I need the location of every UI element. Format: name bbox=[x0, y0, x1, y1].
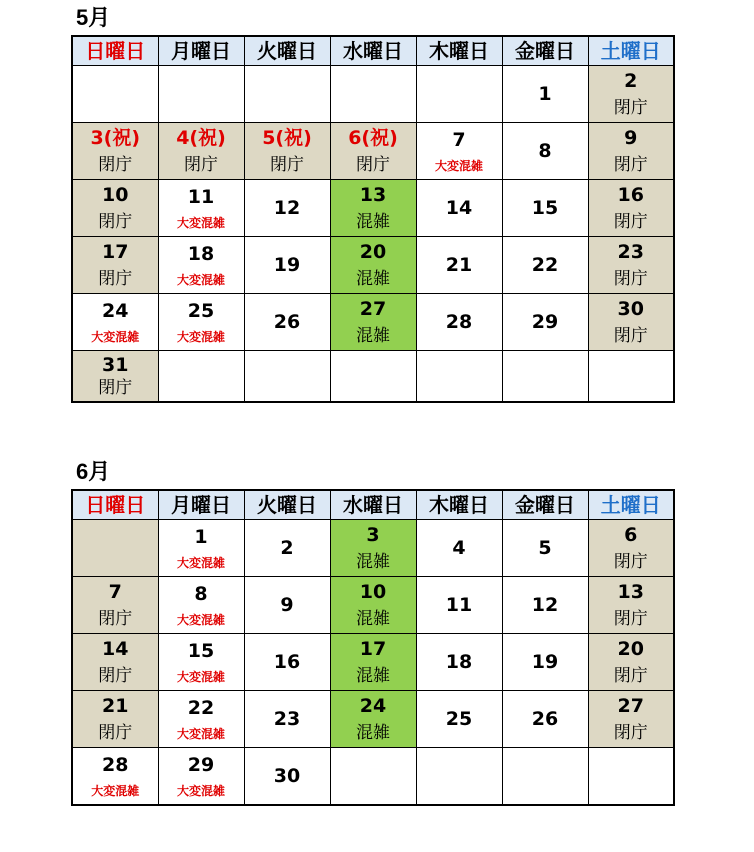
day-number: 14 bbox=[445, 197, 473, 219]
day-cell bbox=[158, 520, 244, 577]
day-cell bbox=[416, 351, 502, 403]
day-number: 29 bbox=[187, 754, 215, 776]
day-cell bbox=[588, 237, 674, 294]
day-number: 6 bbox=[624, 524, 638, 546]
day-cell bbox=[588, 351, 674, 403]
closed-label: 閉庁 bbox=[270, 155, 304, 175]
day-number: 27 bbox=[617, 695, 644, 717]
day-cell bbox=[588, 748, 674, 806]
day-cell bbox=[330, 123, 416, 180]
day-cell bbox=[72, 123, 158, 180]
day-number: 10 bbox=[359, 581, 387, 603]
day-cell bbox=[244, 351, 330, 403]
day-number: 2 bbox=[280, 537, 294, 559]
day-cell bbox=[416, 294, 502, 351]
day-number: 3 bbox=[366, 524, 380, 546]
weekday-label: 木曜日 bbox=[416, 36, 502, 66]
day-number: 18 bbox=[445, 651, 473, 673]
day-number: 3(祝) bbox=[90, 127, 141, 149]
weekday-row bbox=[72, 36, 674, 66]
crowded-label: 混雑 bbox=[356, 326, 390, 346]
day-number: 1 bbox=[194, 526, 208, 548]
weekday-label: 金曜日 bbox=[502, 36, 588, 66]
week-row bbox=[72, 351, 674, 403]
day-number: 30 bbox=[617, 298, 644, 320]
day-cell bbox=[330, 634, 416, 691]
day-number: 13 bbox=[617, 581, 644, 603]
day-cell bbox=[72, 351, 158, 403]
very-crowded-label: 大変混雑 bbox=[176, 613, 225, 627]
day-number: 16 bbox=[617, 184, 644, 206]
day-number: 21 bbox=[445, 254, 473, 276]
weekday-label: 水曜日 bbox=[330, 490, 416, 520]
day-cell bbox=[588, 577, 674, 634]
day-number: 30 bbox=[273, 765, 301, 787]
day-number: 4 bbox=[452, 537, 466, 559]
day-cell bbox=[330, 66, 416, 123]
day-number: 17 bbox=[102, 241, 129, 263]
day-number: 22 bbox=[187, 697, 215, 719]
day-number: 4(祝) bbox=[176, 127, 226, 149]
day-number: 15 bbox=[187, 640, 215, 662]
closed-label: 閉庁 bbox=[613, 609, 648, 629]
weekday-label: 土曜日 bbox=[588, 490, 674, 520]
day-cell bbox=[244, 66, 330, 123]
closed-label: 閉庁 bbox=[613, 212, 648, 232]
day-cell bbox=[244, 691, 330, 748]
day-cell bbox=[72, 634, 158, 691]
very-crowded-label: 大変混雑 bbox=[176, 727, 225, 741]
day-number: 26 bbox=[273, 311, 301, 333]
day-cell bbox=[502, 294, 588, 351]
week-row bbox=[72, 634, 674, 691]
day-number: 11 bbox=[445, 594, 473, 616]
day-number: 22 bbox=[531, 254, 559, 276]
day-number: 6(祝) bbox=[348, 127, 398, 149]
closed-label: 閉庁 bbox=[98, 378, 133, 398]
day-cell bbox=[244, 634, 330, 691]
weekday-label: 火曜日 bbox=[244, 36, 330, 66]
day-number: 29 bbox=[531, 311, 559, 333]
day-cell bbox=[330, 748, 416, 806]
day-cell bbox=[158, 634, 244, 691]
day-cell bbox=[502, 577, 588, 634]
day-cell bbox=[330, 691, 416, 748]
day-cell bbox=[72, 294, 158, 351]
day-number: 23 bbox=[617, 241, 644, 263]
day-number: 26 bbox=[531, 708, 559, 730]
day-cell bbox=[416, 634, 502, 691]
day-cell bbox=[502, 180, 588, 237]
day-cell bbox=[588, 520, 674, 577]
day-number: 8 bbox=[538, 140, 552, 162]
day-number: 12 bbox=[531, 594, 559, 616]
day-cell bbox=[72, 66, 158, 123]
closed-label: 閉庁 bbox=[613, 666, 648, 686]
closed-label: 閉庁 bbox=[184, 155, 218, 175]
day-number: 18 bbox=[187, 243, 215, 265]
crowded-label: 混雑 bbox=[356, 552, 390, 572]
day-cell bbox=[244, 577, 330, 634]
week-row bbox=[72, 123, 674, 180]
day-number: 24 bbox=[359, 695, 387, 717]
day-number: 7 bbox=[452, 129, 466, 151]
weekday-label: 金曜日 bbox=[502, 490, 588, 520]
very-crowded-label: 大変混雑 bbox=[176, 330, 225, 344]
very-crowded-label: 大変混雑 bbox=[176, 216, 225, 230]
day-cell bbox=[502, 520, 588, 577]
day-cell bbox=[158, 237, 244, 294]
day-number: 15 bbox=[531, 197, 559, 219]
closed-label: 閉庁 bbox=[98, 609, 133, 629]
crowded-label: 混雑 bbox=[356, 212, 390, 232]
day-cell bbox=[330, 577, 416, 634]
crowded-label: 混雑 bbox=[356, 609, 390, 629]
day-cell bbox=[330, 237, 416, 294]
weekday-label: 水曜日 bbox=[330, 36, 416, 66]
day-cell bbox=[588, 294, 674, 351]
day-cell bbox=[416, 748, 502, 806]
day-cell bbox=[158, 294, 244, 351]
very-crowded-label: 大変混雑 bbox=[91, 330, 140, 344]
week-row bbox=[72, 691, 674, 748]
day-cell bbox=[588, 691, 674, 748]
day-number: 13 bbox=[359, 184, 387, 206]
day-number: 21 bbox=[102, 695, 129, 717]
day-cell bbox=[72, 180, 158, 237]
week-row bbox=[72, 520, 674, 577]
weekday-label: 月曜日 bbox=[158, 36, 244, 66]
day-number: 2 bbox=[624, 70, 638, 92]
day-number: 25 bbox=[187, 300, 215, 322]
day-cell bbox=[330, 180, 416, 237]
day-cell bbox=[416, 577, 502, 634]
day-cell bbox=[158, 577, 244, 634]
day-cell bbox=[416, 66, 502, 123]
day-cell bbox=[502, 634, 588, 691]
weekday-label: 火曜日 bbox=[244, 490, 330, 520]
week-row bbox=[72, 66, 674, 123]
day-cell bbox=[416, 180, 502, 237]
day-number: 14 bbox=[102, 638, 129, 660]
day-cell bbox=[416, 520, 502, 577]
day-cell bbox=[416, 123, 502, 180]
day-cell bbox=[416, 237, 502, 294]
day-number: 9 bbox=[280, 594, 294, 616]
day-cell bbox=[588, 123, 674, 180]
day-number: 1 bbox=[538, 83, 552, 105]
day-number: 27 bbox=[359, 298, 387, 320]
day-number: 8 bbox=[194, 583, 208, 605]
day-cell bbox=[158, 351, 244, 403]
day-cell bbox=[588, 634, 674, 691]
crowded-label: 混雑 bbox=[356, 666, 390, 686]
may-calendar bbox=[71, 35, 675, 403]
day-number: 11 bbox=[187, 186, 215, 208]
day-number: 16 bbox=[273, 651, 301, 673]
day-cell bbox=[72, 237, 158, 294]
day-cell bbox=[244, 294, 330, 351]
closed-label: 閉庁 bbox=[98, 269, 133, 289]
day-cell bbox=[502, 748, 588, 806]
may-title: 5月 bbox=[76, 5, 111, 30]
day-cell bbox=[502, 691, 588, 748]
closed-label: 閉庁 bbox=[613, 98, 648, 118]
day-cell bbox=[588, 180, 674, 237]
day-number: 7 bbox=[108, 581, 122, 603]
week-row bbox=[72, 577, 674, 634]
day-cell bbox=[158, 123, 244, 180]
day-number: 12 bbox=[273, 197, 301, 219]
closed-label: 閉庁 bbox=[613, 155, 648, 175]
day-cell bbox=[588, 66, 674, 123]
day-cell bbox=[502, 66, 588, 123]
week-row bbox=[72, 180, 674, 237]
day-number: 20 bbox=[359, 241, 387, 263]
day-cell bbox=[244, 237, 330, 294]
weekday-header bbox=[72, 490, 674, 520]
closed-label: 閉庁 bbox=[98, 212, 133, 232]
day-number: 25 bbox=[445, 708, 473, 730]
weekday-header bbox=[72, 36, 674, 66]
very-crowded-label: 大変混雑 bbox=[91, 784, 140, 798]
day-cell bbox=[502, 351, 588, 403]
weekday-label: 日曜日 bbox=[72, 490, 158, 520]
week-row bbox=[72, 748, 674, 806]
week-row bbox=[72, 294, 674, 351]
day-number: 19 bbox=[531, 651, 559, 673]
day-cell bbox=[158, 748, 244, 806]
crowded-label: 混雑 bbox=[356, 723, 390, 743]
day-cell bbox=[158, 66, 244, 123]
day-number: 5 bbox=[538, 537, 552, 559]
day-cell bbox=[416, 691, 502, 748]
closed-label: 閉庁 bbox=[613, 269, 648, 289]
closed-label: 閉庁 bbox=[98, 723, 133, 743]
very-crowded-label: 大変混雑 bbox=[176, 556, 225, 570]
day-number: 20 bbox=[617, 638, 644, 660]
june-title: 6月 bbox=[76, 459, 111, 484]
day-cell bbox=[502, 237, 588, 294]
day-cell bbox=[502, 123, 588, 180]
day-number: 23 bbox=[273, 708, 301, 730]
very-crowded-label: 大変混雑 bbox=[434, 159, 483, 173]
weekday-label: 日曜日 bbox=[72, 36, 158, 66]
day-cell bbox=[244, 180, 330, 237]
day-number: 9 bbox=[624, 127, 638, 149]
weekday-row bbox=[72, 490, 674, 520]
day-number: 31 bbox=[102, 354, 129, 376]
very-crowded-label: 大変混雑 bbox=[176, 273, 225, 287]
very-crowded-label: 大変混雑 bbox=[176, 784, 225, 798]
day-number: 28 bbox=[102, 754, 129, 776]
day-cell bbox=[244, 748, 330, 806]
closed-label: 閉庁 bbox=[356, 155, 390, 175]
day-cell bbox=[72, 748, 158, 806]
day-cell bbox=[330, 520, 416, 577]
very-crowded-label: 大変混雑 bbox=[176, 670, 225, 684]
weekday-label: 土曜日 bbox=[588, 36, 674, 66]
day-cell bbox=[72, 577, 158, 634]
day-cell bbox=[330, 351, 416, 403]
closed-label: 閉庁 bbox=[613, 723, 648, 743]
day-cell bbox=[244, 123, 330, 180]
closed-label: 閉庁 bbox=[98, 155, 133, 175]
june-calendar bbox=[71, 489, 675, 806]
day-number: 10 bbox=[102, 184, 129, 206]
day-number: 24 bbox=[102, 300, 129, 322]
day-number: 28 bbox=[445, 311, 473, 333]
day-number: 5(祝) bbox=[262, 127, 312, 149]
day-cell bbox=[158, 180, 244, 237]
day-cell bbox=[72, 520, 158, 577]
closed-label: 閉庁 bbox=[613, 326, 648, 346]
day-number: 19 bbox=[273, 254, 301, 276]
day-cell bbox=[244, 520, 330, 577]
day-cell bbox=[330, 294, 416, 351]
week-row bbox=[72, 237, 674, 294]
day-cell bbox=[72, 691, 158, 748]
closed-label: 閉庁 bbox=[98, 666, 133, 686]
weekday-label: 木曜日 bbox=[416, 490, 502, 520]
day-number: 17 bbox=[359, 638, 387, 660]
closed-label: 閉庁 bbox=[613, 552, 648, 572]
day-cell bbox=[158, 691, 244, 748]
crowded-label: 混雑 bbox=[356, 269, 390, 289]
weekday-label: 月曜日 bbox=[158, 490, 244, 520]
